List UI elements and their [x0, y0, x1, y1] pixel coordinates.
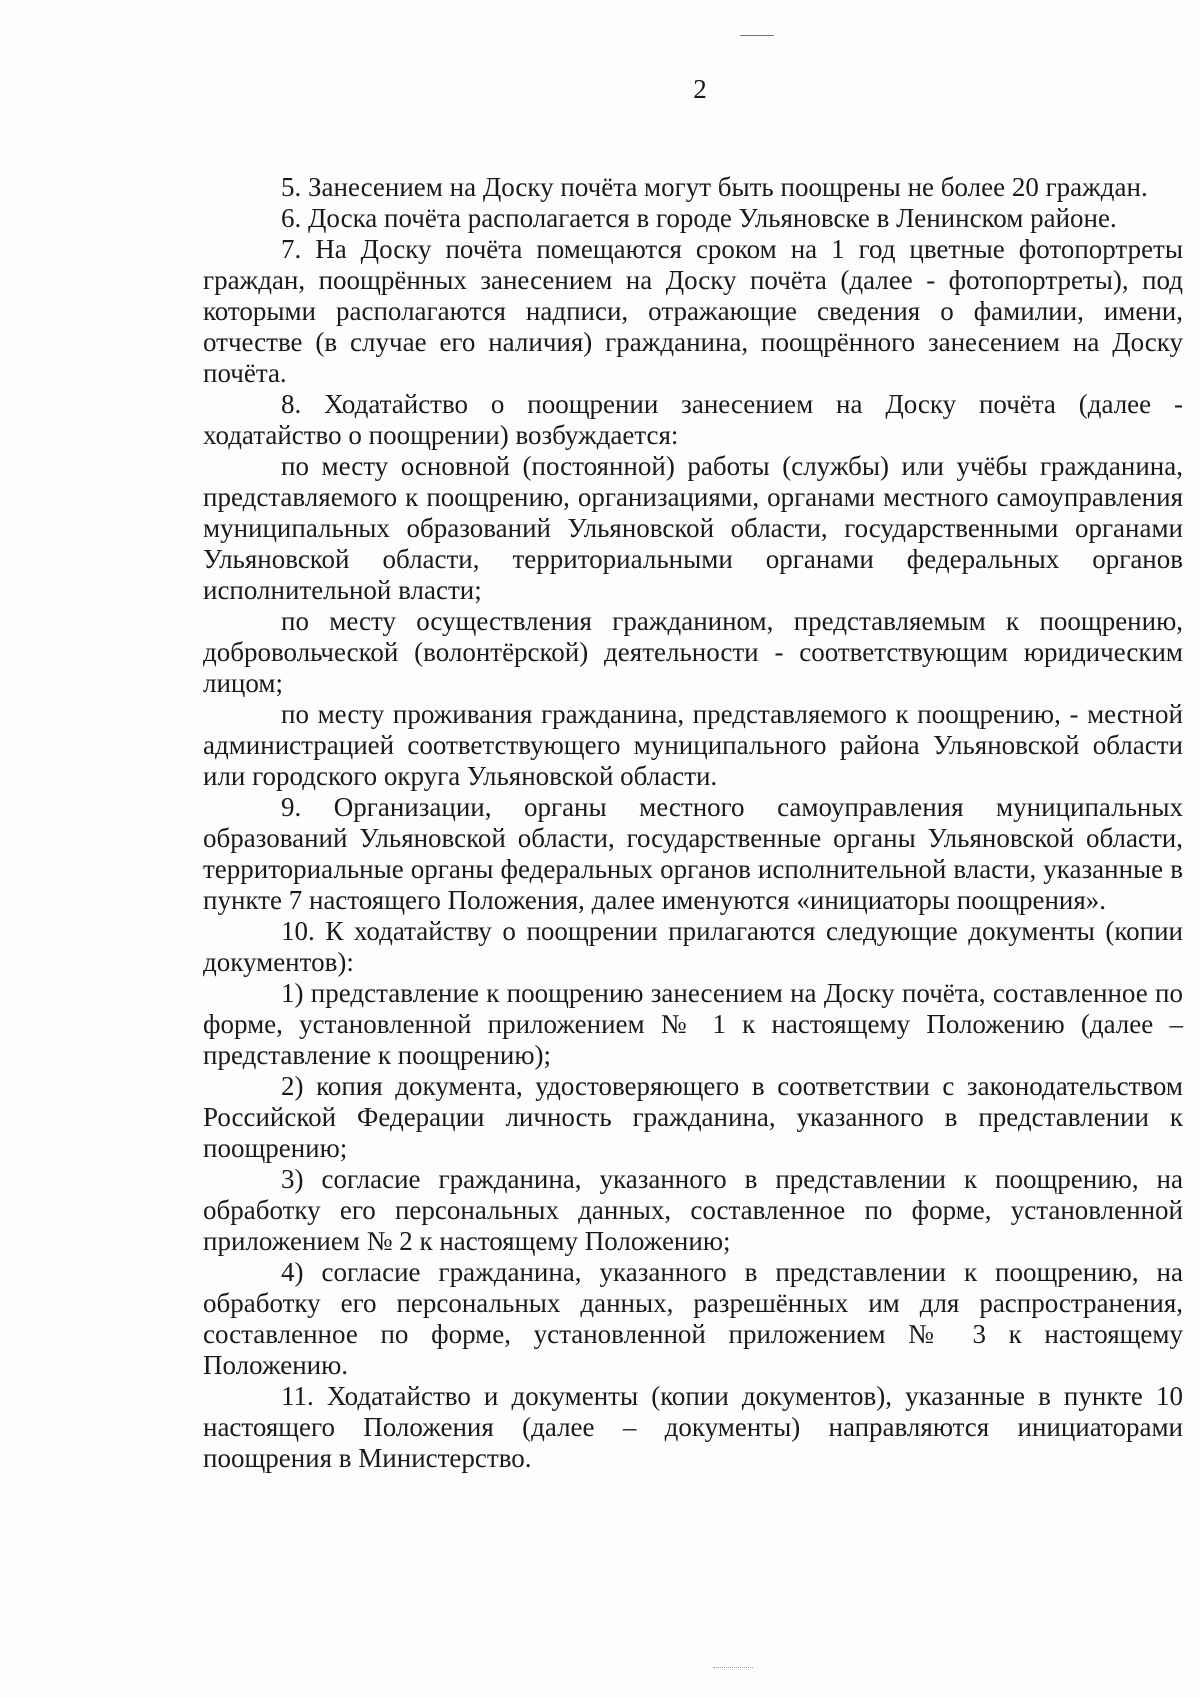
paragraph-8-item-work: по месту основной (постоянной) работы (службы) или учёбы гражданина, представляемого к поощрению, организациями, органами местного самоуправления муниципальных образований Ульяновской области, государственными органами Ульяновской области, территориальными органами федеральных органов исполнительной власти;: [203, 451, 1183, 605]
paragraph-7: 7. На Доску почёта помещаются сроком на 1 год цветные фотопортреты граждан, поощрённых занесением на Доску почёта (далее - фотопортреты), под которыми располагаются надписи, отражающие сведения о фамилии, имени, отчестве (в случае его наличия) гражданина, поощрённого занесением на Доску почёта.: [203, 234, 1183, 388]
paragraph-6: 6. Доска почёта располагается в городе Ульяновске в Ленинском районе.: [281, 203, 1117, 233]
page-number: 2: [693, 74, 707, 104]
paragraph-8-item-volunteer: по месту осуществления гражданином, представляемым к поощрению, добровольческой (волонтёрской) деятельности - соответствующим юридическим лицом;: [203, 606, 1183, 698]
paragraph-8-item-residence: по месту проживания гражданина, представляемого к поощрению, - местной администрацией соответствующего муниципального района Ульяновской области или городского округа Ульяновской области.: [203, 699, 1183, 791]
paragraph-10-item-1: 1) представление к поощрению занесением на Доску почёта, составленное по форме, установленной приложением № 1 к настоящему Положению (далее – представление к поощрению);: [203, 978, 1183, 1070]
paragraph-9: 9. Организации, органы местного самоуправления муниципальных образований Ульяновской области, государственные органы Ульяновской области, территориальные органы федеральных органов исполнительной власти, указанные в пункте 7 настоящего Положения, далее именуются «инициаторы поощрения».: [203, 792, 1183, 915]
paragraph-11: 11. Ходатайство и документы (копии документов), указанные в пункте 10 настоящего Положения (далее – документы) направляются инициаторами поощрения в Министерство.: [203, 1381, 1183, 1473]
paragraph-10-item-4: 4) согласие гражданина, указанного в представлении к поощрению, на обработку его персональных данных, разрешённых им для распространения, составленное по форме, установленной приложением № 3 к настоящему Положению.: [203, 1257, 1183, 1380]
paragraph-8: 8. Ходатайство о поощрении занесением на Доску почёта (далее - ходатайство о поощрении) возбуждается:: [203, 389, 1183, 450]
paragraph-10: 10. К ходатайству о поощрении прилагаются следующие документы (копии документов):: [203, 916, 1183, 977]
top-scan-mark: [740, 35, 774, 36]
paragraph-10-item-2: 2) копия документа, удостоверяющего в соответствии с законодательством Российской Федерации личность гражданина, указанного в представлении к поощрению;: [203, 1071, 1183, 1163]
paragraph-10-item-3: 3) согласие гражданина, указанного в представлении к поощрению, на обработку его персональных данных, составленное по форме, установленной приложением № 2 к настоящему Положению;: [203, 1164, 1183, 1256]
document-body: [203, 172, 1183, 1474]
bottom-scan-mark: [713, 1667, 753, 1668]
paragraph-5: 5. Занесением на Доску почёта могут быть поощрены не более 20 граждан.: [281, 172, 1148, 202]
